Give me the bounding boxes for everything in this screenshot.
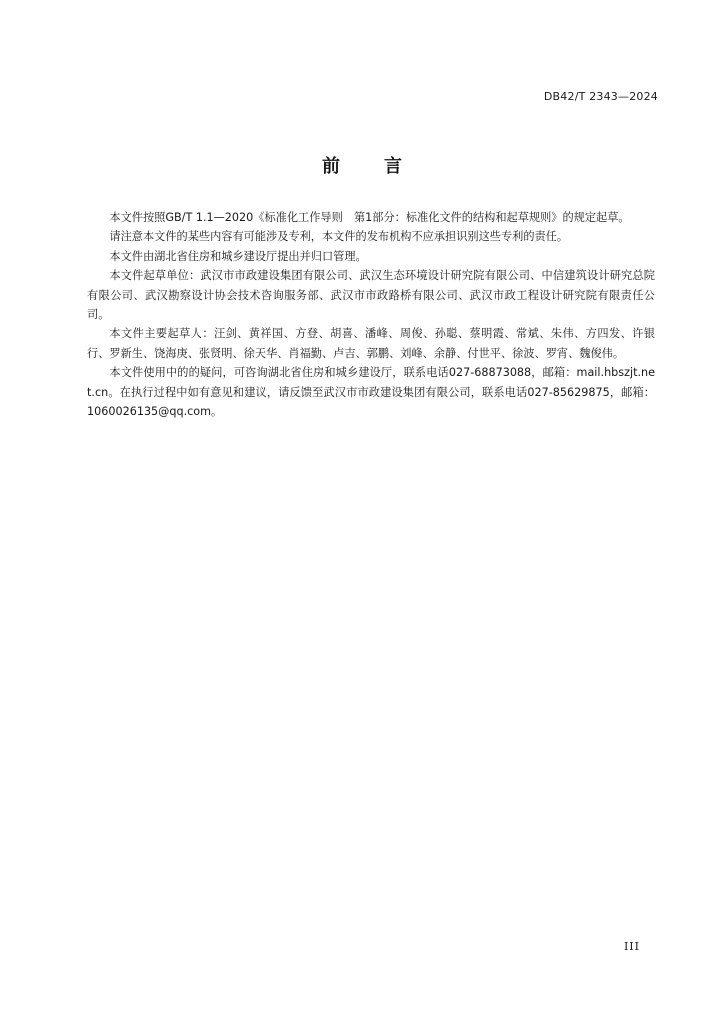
- paragraph-contact-info: 本文件使用中的的疑问，可咨询湖北省住房和城乡建设厅，联系电话027-68873088，邮箱：mail.hbszjt.net.cn。在执行过程中如有意见和建议，请反馈至武汉市市政建设集团有限公司，联系电话027-85629875，邮箱：1060026135@qq.com。: [87, 366, 655, 419]
- paragraph-drafting-rules: 本文件按照GB/T 1.1—2020《标准化工作导则 第1部分：标准化文件的结构和起草规则》的规定起草。: [109, 211, 630, 224]
- page-title: 前言: [322, 156, 446, 177]
- paragraph-patent-notice: 请注意本文件的某些内容有可能涉及专利，本文件的发布机构不应承担识别这些专利的责任。: [109, 230, 569, 244]
- document-body: [87, 208, 655, 421]
- page-number: III: [623, 940, 640, 953]
- document-code: DB42/T 2343—2024: [543, 90, 658, 103]
- paragraph-proposing-authority: 本文件由湖北省住房和城乡建设厅提出并归口管理。: [109, 249, 367, 263]
- paragraph-drafters: 本文件主要起草人：汪剑、黄祥国、方登、胡喜、潘峰、周俊、孙聪、蔡明霞、常斌、朱伟、方四发、许银行、罗新生、饶海庚、张贤明、徐天华、肖福勤、卢吉、郭鹏、刘峰、余静、付世平、徐波、罗宵、魏俊伟。: [87, 327, 655, 360]
- paragraph-drafting-organizations: 本文件起草单位：武汉市市政建设集团有限公司、武汉生态环境设计研究院有限公司、中信建筑设计研究总院有限公司、武汉勘察设计协会技术咨询服务部、武汉市市政路桥有限公司、武汉市政工程设计研究院有限责任公司。: [87, 269, 655, 322]
